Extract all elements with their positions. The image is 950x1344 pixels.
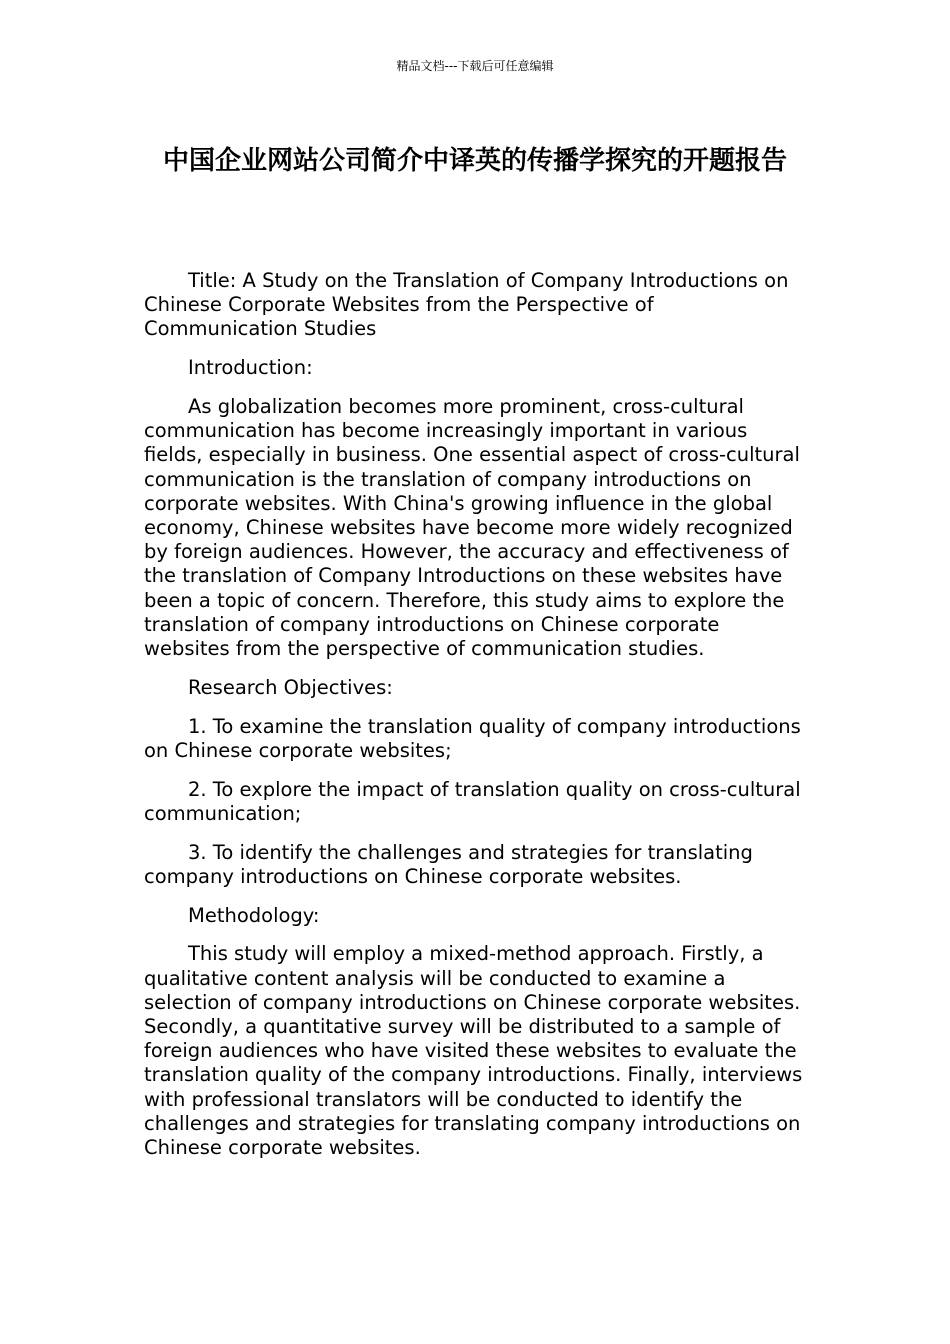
document-body xyxy=(144,269,808,1175)
objective-item-2: 2. To explore the impact of translation quality on cross-cultural communication; xyxy=(144,777,801,825)
methodology-paragraph: This study will employ a mixed-method approach. Firstly, a qualitative content analysis will be conducted to examine a selection of company introductions on Chinese corporate websites. Secondly, a quantitative survey will be distributed to a sample of foreign audiences who have visited these websites to evaluate the translation quality of the company introductions. Finally, interviews with professional translators will be conducted to identify the challenges and strategies for translating company introductions on Chinese corporate websites. xyxy=(144,942,803,1160)
introduction-heading: Introduction: xyxy=(188,356,313,380)
objective-item-1: 1. To examine the translation quality of company introductions on Chinese corporate websites; xyxy=(144,714,801,762)
research-objectives-heading: Research Objectives: xyxy=(188,675,393,699)
methodology-heading: Methodology: xyxy=(188,903,320,927)
title-paragraph: Title: A Study on the Translation of Company Introductions on Chinese Corporate Websites from the Perspective of Communication Studies xyxy=(144,269,789,341)
document-title: 中国企业网站公司简介中译英的传播学探究的开题报告 xyxy=(162,146,787,176)
objective-item-3: 3. To identify the challenges and strategies for translating company introductions on Chinese corporate websites. xyxy=(144,840,753,888)
introduction-paragraph: As globalization becomes more prominent, cross-cultural communication has become increasingly important in various fields, especially in business. One essential aspect of cross-cultural communication is the translation of company introductions on corporate websites. With China's growing influence in the global economy, Chinese websites have become more widely recognized by foreign audiences. However, the accuracy and effectiveness of the translation of Company Introductions on these websites have been a topic of concern. Therefore, this study aims to explore the translation of company introductions on Chinese corporate websites from the perspective of communication studies. xyxy=(144,395,800,661)
header-note: 精品文档---下载后可任意编辑 xyxy=(396,59,554,73)
